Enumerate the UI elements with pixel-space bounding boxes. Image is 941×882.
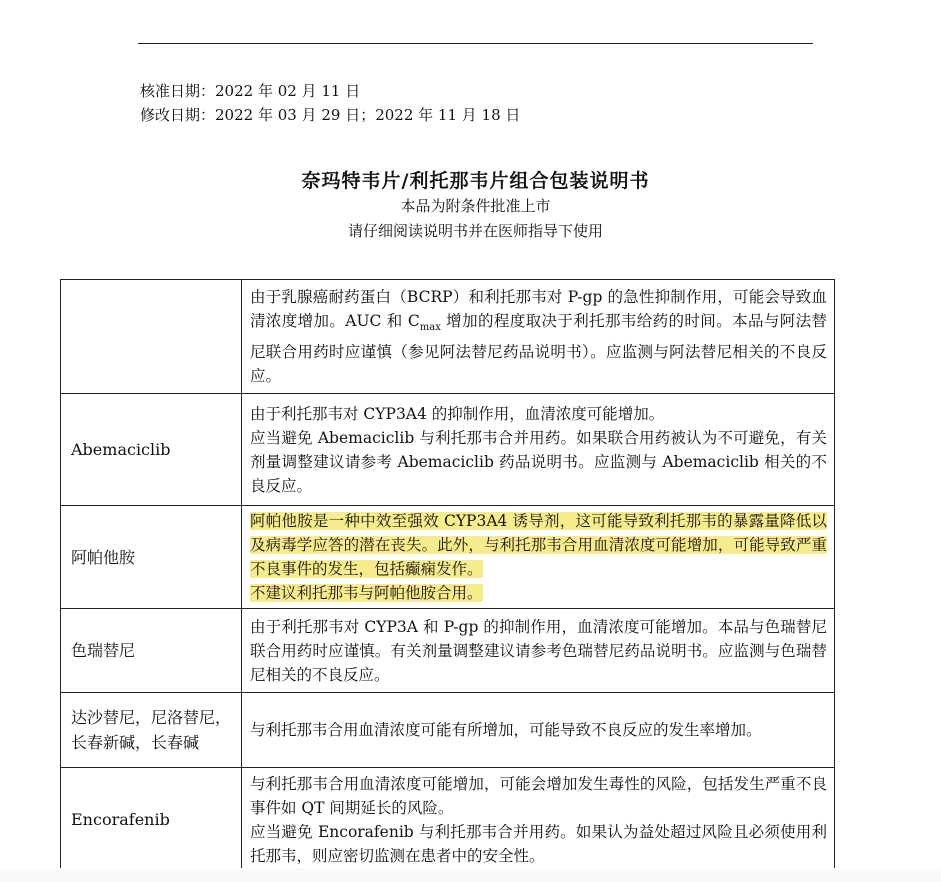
drug-name: 阿帕他胺	[61, 506, 242, 609]
interaction-description	[242, 506, 835, 609]
description-paragraph: 由于利托那韦对 CYP3A4 的抑制作用，血清浓度可能增加。	[250, 404, 665, 423]
highlighted-text: 不建议利托那韦与阿帕他胺合用。	[250, 584, 483, 602]
description-paragraph	[250, 581, 827, 605]
description-paragraph: 应当避免 Abemaciclib 与利托那韦合并用药。如果联合用药被认为不可避免，有关剂量调整建议请参考 Abemaciclib 药品说明书。应监测与 Abemaciclib 相关的不良反应。	[250, 428, 827, 495]
drug-name: Encorafenib	[61, 768, 242, 872]
table-row	[61, 609, 835, 693]
usage-instruction: 请仔细阅读说明书并在医师指导下使用	[347, 222, 603, 240]
table-row	[61, 394, 835, 506]
drug-name	[61, 280, 242, 394]
table-row	[61, 506, 835, 609]
table-row	[61, 280, 835, 394]
description-paragraph	[250, 509, 827, 581]
page-bottom-edge	[0, 868, 941, 882]
description-paragraph: 与利托那韦合用血清浓度可能有所增加，可能导致不良反应的发生率增加。	[250, 721, 762, 739]
revision-date: 修改日期：2022 年 03 月 29 日；2022 年 11 月 18 日	[140, 106, 521, 124]
date-block	[140, 79, 520, 127]
interaction-description	[242, 609, 835, 693]
description-paragraph: 由于乳腺癌耐药蛋白（BCRP）和利托那韦对 P-gp 的急性抑制作用，可能会导致血清浓度增加。AUC 和 $C_{max}$ 增加的程度取决于利托那韦给药的时间。本品与阿法替尼联合用药时应谨慎（参见阿法替尼药品说明书）。应监测与阿法替尼相关的不良反应。	[250, 287, 827, 386]
highlighted-text: 阿帕他胺是一种中效至强效 CYP3A4 诱导剂，这可能导致利托那韦的暴露量降低以及病毒学应答的潜在丧失。此外，与利托那韦合用血清浓度可能增加，可能导致严重不良事件的发生，包括癫痫发作。	[250, 512, 827, 578]
drug-interaction-table	[60, 279, 835, 872]
document-title: 奈玛特韦片/利托那韦片组合包装说明书	[301, 170, 650, 192]
interaction-description	[242, 280, 835, 394]
conditional-approval-note: 本品为附条件批准上市	[400, 197, 551, 215]
drug-name: Abemaciclib	[61, 394, 242, 506]
description-paragraph: 应当避免 Encorafenib 与利托那韦合并用药。如果认为益处超过风险且必须使用利托那韦，则应密切监测在患者中的安全性。	[250, 822, 827, 865]
interaction-description	[242, 768, 835, 872]
drug-name: 色瑞替尼	[61, 609, 242, 693]
description-paragraph: 由于利托那韦对 CYP3A 和 P-gp 的抑制作用，血清浓度可能增加。本品与色瑞替尼联合用药时应谨慎。有关剂量调整建议请参考色瑞替尼药品说明书。应监测与色瑞替尼相关的不良反应。	[250, 617, 827, 684]
subscript-max: max	[419, 322, 441, 334]
title-block	[0, 168, 941, 244]
table-row	[61, 768, 835, 872]
description-paragraph: 与利托那韦合用血清浓度可能增加，可能会增加发生毒性的风险，包括发生严重不良事件如 QT 间期延长的风险。	[250, 774, 827, 817]
table-row	[61, 693, 835, 768]
interaction-description	[242, 693, 835, 768]
approval-date: 核准日期：2022 年 02 月 11 日	[140, 82, 361, 100]
drug-name: 达沙替尼，尼洛替尼，长春新碱，长春碱	[61, 693, 242, 768]
interaction-description	[242, 394, 835, 506]
top-rule	[138, 43, 813, 44]
